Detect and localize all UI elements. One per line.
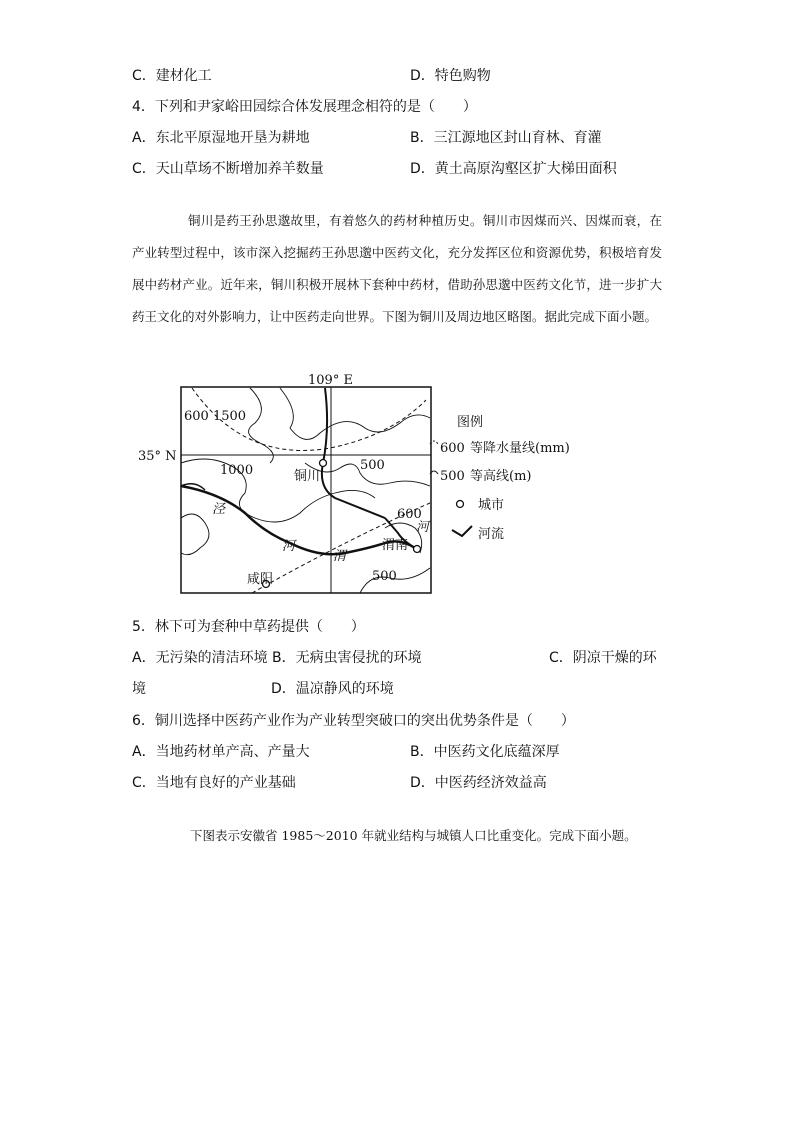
contour-label-500-south: 500 [372, 569, 397, 584]
q3-option-c: C．建材化工 [132, 68, 212, 84]
q4-option-d: D．黄土高原沟壑区扩大梯田面积 [410, 161, 617, 177]
q5-option-c-wrap: 境 [132, 681, 146, 697]
legend-city-symbol [457, 501, 464, 508]
river-label-jing: 泾 [212, 502, 226, 517]
city-label-xianyang: 咸阳 [247, 572, 274, 587]
contour-line [249, 388, 274, 463]
city-label-tongchuan: 铜川 [294, 469, 321, 484]
legend-isohyet-label: 等降水量线(mm) [470, 441, 570, 456]
contour-label-600: 600 [397, 507, 422, 522]
river-wei-he [181, 486, 415, 554]
latitude-label: 35° N [138, 449, 177, 464]
legend-contour-label: 等高线(m) [470, 469, 532, 484]
passage-text: 铜川是药王孙思邈故里，有着悠久的药材种植历史。铜川市因煤而兴、因煤而衰，在产业转型过程中，该市深入挖掘药王孙思邈中医药文化，充分发挥区位和资源优势，积极培育发展中药材产业。近年来，铜川积极开展林下套种中药材，借助孙思邈中医药文化节，进一步扩大药王文化的对外影响力，让中医药走向世界。下图为铜川及周边地区略图。据此完成下面小题。 [132, 213, 662, 324]
q5-stem: 5．林下可为套种中草药提供（ ） [132, 619, 365, 635]
q4-stem: 4．下列和尹家峪田园综合体发展理念相符的是（ ） [132, 99, 477, 115]
q5-option-c: C．阴凉干燥的环 [549, 650, 657, 666]
reading-passage [132, 205, 662, 333]
q3-option-d: D．特色购物 [410, 68, 491, 84]
q6-option-a: A．当地药材单产高、产量大 [132, 744, 310, 760]
contour-line [181, 459, 375, 522]
legend-contour-value: 500 [440, 469, 465, 484]
contour-label-600-1500: 600 1500 [184, 409, 247, 424]
q4-option-a: A．东北平原湿地开垦为耕地 [132, 130, 310, 146]
tongchuan-map [130, 368, 570, 600]
river-label-wei: 渭 [333, 549, 347, 564]
city-label-weinan: 渭南 [382, 538, 409, 553]
city-marker-tongchuan [320, 460, 327, 467]
q6-option-d: D．中医药经济效益高 [410, 775, 547, 791]
longitude-label: 109° E [308, 373, 353, 388]
city-marker-weinan [414, 546, 421, 553]
legend-isohyet-value: 600 [440, 441, 465, 456]
contour-line [181, 514, 209, 555]
q6-option-c: C．当地有良好的产业基础 [132, 775, 296, 791]
q6-option-b: B．中医药文化底蕴深厚 [410, 744, 560, 760]
q4-option-c: C．天山草场不断增加养羊数量 [132, 161, 324, 177]
tongchuan-map-figure [130, 368, 570, 600]
q6-stem: 6．铜川选择中医药产业作为产业转型突破口的突出优势条件是（ ） [132, 713, 575, 729]
legend-river-symbol [452, 526, 472, 536]
river-label-he-2: 河 [416, 520, 430, 535]
legend-title: 图例 [457, 415, 484, 430]
q4-option-b: B．三江源地区封山育林、育灌 [410, 130, 602, 146]
contour-label-1000: 1000 [220, 463, 254, 478]
q5-option-d: D．温凉静风的环境 [271, 681, 394, 697]
river-label-he: 河 [282, 539, 296, 554]
next-figure-intro: 下图表示安徽省 1985～2010 年就业结构与城镇人口比重变化。完成下面小题。 [190, 828, 637, 843]
legend-city-label: 城市 [478, 498, 505, 513]
contour-label-500: 500 [360, 458, 385, 473]
q5-option-a-b: A．无污染的清洁环境 B．无病虫害侵扰的环境 [132, 650, 422, 666]
contour-line [280, 388, 430, 439]
legend-river-label: 河流 [478, 527, 505, 542]
